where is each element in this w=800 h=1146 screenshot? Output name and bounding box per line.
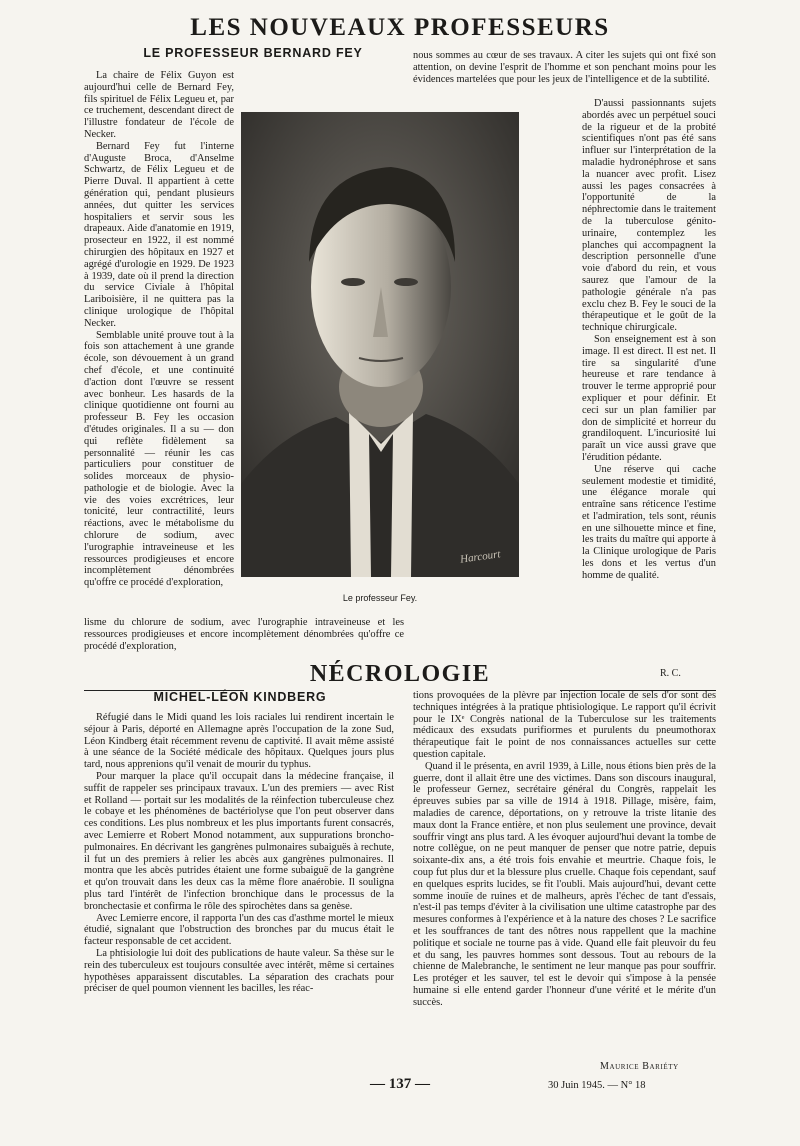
fey-paragraph: La chaire de Félix Guyon est aujourd'hui celle de Bernard Fey, fils spirituel de Félix Legueu et, par ce truchement, descendant direct de l'illustre fondateur de l'école de Necker. [84,70,234,140]
fey-right-intro [413,50,716,98]
fey-paragraph: Une réserve qui cache seulement modestie et timidité, une élégance morale qui entraîne sans réticence l'estime et l'admiration, tels sont, réunis en une silhouette mince et fine, les traits du maître qui apporte à la Clinique urologique de Paris les dons et les vertus d'un homme de qualité. [582,463,716,581]
necro-paragraph: Réfugié dans le Midi quand les lois raciales lui rendirent incertain le séjour à Paris, déporté en Allemagne après l'occupation de la zone Sud, Léon Kindberg était récemment revenu de captivité. Il avait même assisté à une séance de la Société médicale des hôpitaux. Quelques jours plus tard, nous apprenions qu'il venait de mourir du typhus. [84,712,394,771]
obituary-author: Maurice Bariéty [600,1061,679,1072]
portrait-image [241,112,519,577]
necro-paragraph: tions provoquées de la plèvre par injection locale de sels d'or sont des techniques intégrées à la pratique phtisiologique. Le rapport qu'il écrivit pour le IXᵉ Congrès national de la Tuberculose sur les traitements médicaux des exsudats purifiormes et purulents du pneumothorax thérapeutique fait le point de nos connaissances actuelles sur cette question capitale. [413,690,716,760]
fey-paragraph: Bernard Fey fut l'interne d'Auguste Broca, d'Anselme Schwartz, de Félix Legueu et de Pierre Duval. Il appartient à cette génération qui, pendant plusieurs années, dut quitter les services hospitaliers et servir sous les drapeaux. Aide d'anatomie en 1919, prosecteur en 1922, il est nommé chirurgien des hôpitaux en 1927 et agrégé d'urologie en 1929. De 1923 à 1939, date où il prend la direction du service Civiale à l'hôpital Lariboisière, il ne quittera pas la clinique urologique de l'hôpital Necker. [84,140,234,329]
necro-paragraph: Pour marquer la place qu'il occupait dans la médecine française, il suffit de rappeler ses principaux travaux. L'un des premiers — avec Rist et Rolland — portait sur les modalités de la réinfection tuberculeuse chez le cobaye et les phénomènes de bactériolyse que l'on peut observer dans ces conditions. Les plus nombreux et les plus importants furent consacrés, avec Lemierre et Robert Monod notamment, aux suppurations broncho-pulmonaires. En décrivant les gangrènes pulmonaires subaiguës à rechute, il fut un des premiers à relier les abcès aux gangrènes pulmonaires. Il montra que les abcès putrides étaient une forme subaiguë de la gangrène et qu'on trouvait dans les deux cas la même flore anaérobie. Il souligna plus tard l'intérêt de l'infection bronchique dans le processus de la bronchectasie et confirma le rôle des spirochètes dans sa genèse. [84,770,394,912]
necro-right-column [413,690,716,1060]
fey-paragraph: Semblable unité prouve tout à la fois son attachement à une grande école, son dévouement à un grand chef d'école, et une continuité d'action dont l'œuvre se ressent avec bonheur. Les hasards de la clinique quotidienne ont fourni au professeur B. Fey les occasion d'études originales. Il a su — don qui reflète fidèlement sa personnalité — réunir les cas particuliers pour constituer de solides morceaux de physio-pathologie et de biologie. Avec la vie des voies excrétrices, leur tonicité, leur contractilité, leurs réactions, avec le métabolisme du chlorure de sodium, avec l'urographie intraveineuse et les ressources prodigieuses et encore incomplètement dénombrées qu'offre ce procédé d'exploration, [84,329,234,589]
necro-paragraph: Avec Lemierre encore, il rapporta l'un des cas d'asthme mortel le mieux étudié, signalant que l'obstruction des bronches par du mucus était le facteur responsable de cet accident. [84,912,394,948]
necrology-title: NÉCROLOGIE [309,661,491,687]
fey-right-column [582,98,716,618]
necro-left-column [84,712,394,1072]
obituary-heading: MICHEL-LÉON KINDBERG [153,690,327,704]
fey-bottom-left [84,617,404,665]
fey-paragraph: D'aussi passionnants sujets abordés avec un perpétuel souci de la rigueur et de la probité scientifiques n'ont pas été sans influer sur l'interprétation de la maladie hydronéphrose et sans la nuancer avec profit. Lisez aussi les pages consacrées à l'opportunité de la néphrectomie dans le traitement de la tuberculose génito-urinaire, contemplez les planches qui accompagnent la description personnelle d'une voie d'abord du rein, et vous saurez que l'amour de la pathologie générale n'a pas exclu chez B. Fey le souci de la thérapeutique et le goût de la technique chirurgicale. [582,98,716,334]
page-number: — 137 — [370,1076,430,1092]
fey-paragraph: lisme du chlorure de sodium, avec l'urographie intraveineuse et les ressources prodigieuses et encore incomplètement dénombrées qu'offre ce procédé d'exploration, [84,617,404,652]
fey-paragraph: Son enseignement est à son image. Il est direct. Il est net. Il tire sa singularité d'une heureuse et rare tendance à trouver le terme approprié pour expliquer et pour définir. Et ceci sur un plan familier par don de simplicité et horreur du grandiloquent. L'incuriosité lui paraît un vice aussi grave que l'érudition pédante. [582,333,716,463]
fey-paragraph: nous sommes au cœur de ses travaux. A citer les sujets qui ont fixé son attention, on devine l'esprit de l'homme et son penchant moins pour les évidences martelées que pour les jeux de l'intelligence et de la subtilité. [413,50,716,85]
portrait-photo [241,112,519,577]
necro-paragraph: Quand il le présenta, en avril 1939, à Lille, nous étions bien près de la guerre, dont il allait être une des victimes. Dans son discours inaugural, le professeur Gernez, secrétaire général du Congrès, rappelait les épreuves subies par sa ville de 1914 à 1918. Pillage, misère, faim, maladies de carence, déportations, on y retrouve la triste litanie des maux dont la France entière, et non plus seulement une province, devait souffrir vingt ans plus tard. A les évoquer aujourd'hui devant la tombe de notre collègue, on ne peut manquer de penser que notre patrie, depuis soixante-dix ans, a été trois fois envahie et meurtrie. Chaque fois, le coup fut plus dur et la blessure plus cruelle. Chaque fois cependant, sauf en quelques esprits lucides, se fit l'oubli. Mais aujourd'hui, devant cette somme inouïe de ruines et de malheurs, après l'échec de tant d'essais, n'est-il pas temps d'éviter à la civilisation une ultime catastrophe par des mesures conformes à l'expérience et à la nature des choses ? Le sacrifice et les souffrances de tant des nôtres nous rappellent que la machine politique et sociale ne tourne pas à vide. Quand elle fait pleuvoir du feu et du sang, les pauvres hommes sont dessous. Tout au rebours de la chienne de Malebranche, le sentiment ne leur manque pas pour souffrir. Les protéger et les sauver, tel est le devoir qui s'impose à la pensée humaine si elle entend garder l'honneur d'une vérité et le mérite d'un succès. [413,760,716,1008]
photo-caption: Le professeur Fey. [342,593,418,603]
article-credit: R. C. [660,668,681,679]
necro-paragraph: La phtisiologie lui doit des publications de haute valeur. Sa thèse sur le rein des tuberculeux est toujours consultée avec intérêt, même si certaines hypothèses apparaissent discutables. La séparation des crachats pour préciser de quel poumon viennent les bacilles, les réac- [84,947,394,995]
article-heading-fey: LE PROFESSEUR BERNARD FEY [143,46,363,60]
photographer-signature: Harcourt [459,548,502,566]
section-masthead: LES NOUVEAUX PROFESSEURS [190,14,610,41]
issue-date: 30 Juin 1945. — N° 18 [548,1080,646,1091]
fey-left-column [84,70,234,615]
